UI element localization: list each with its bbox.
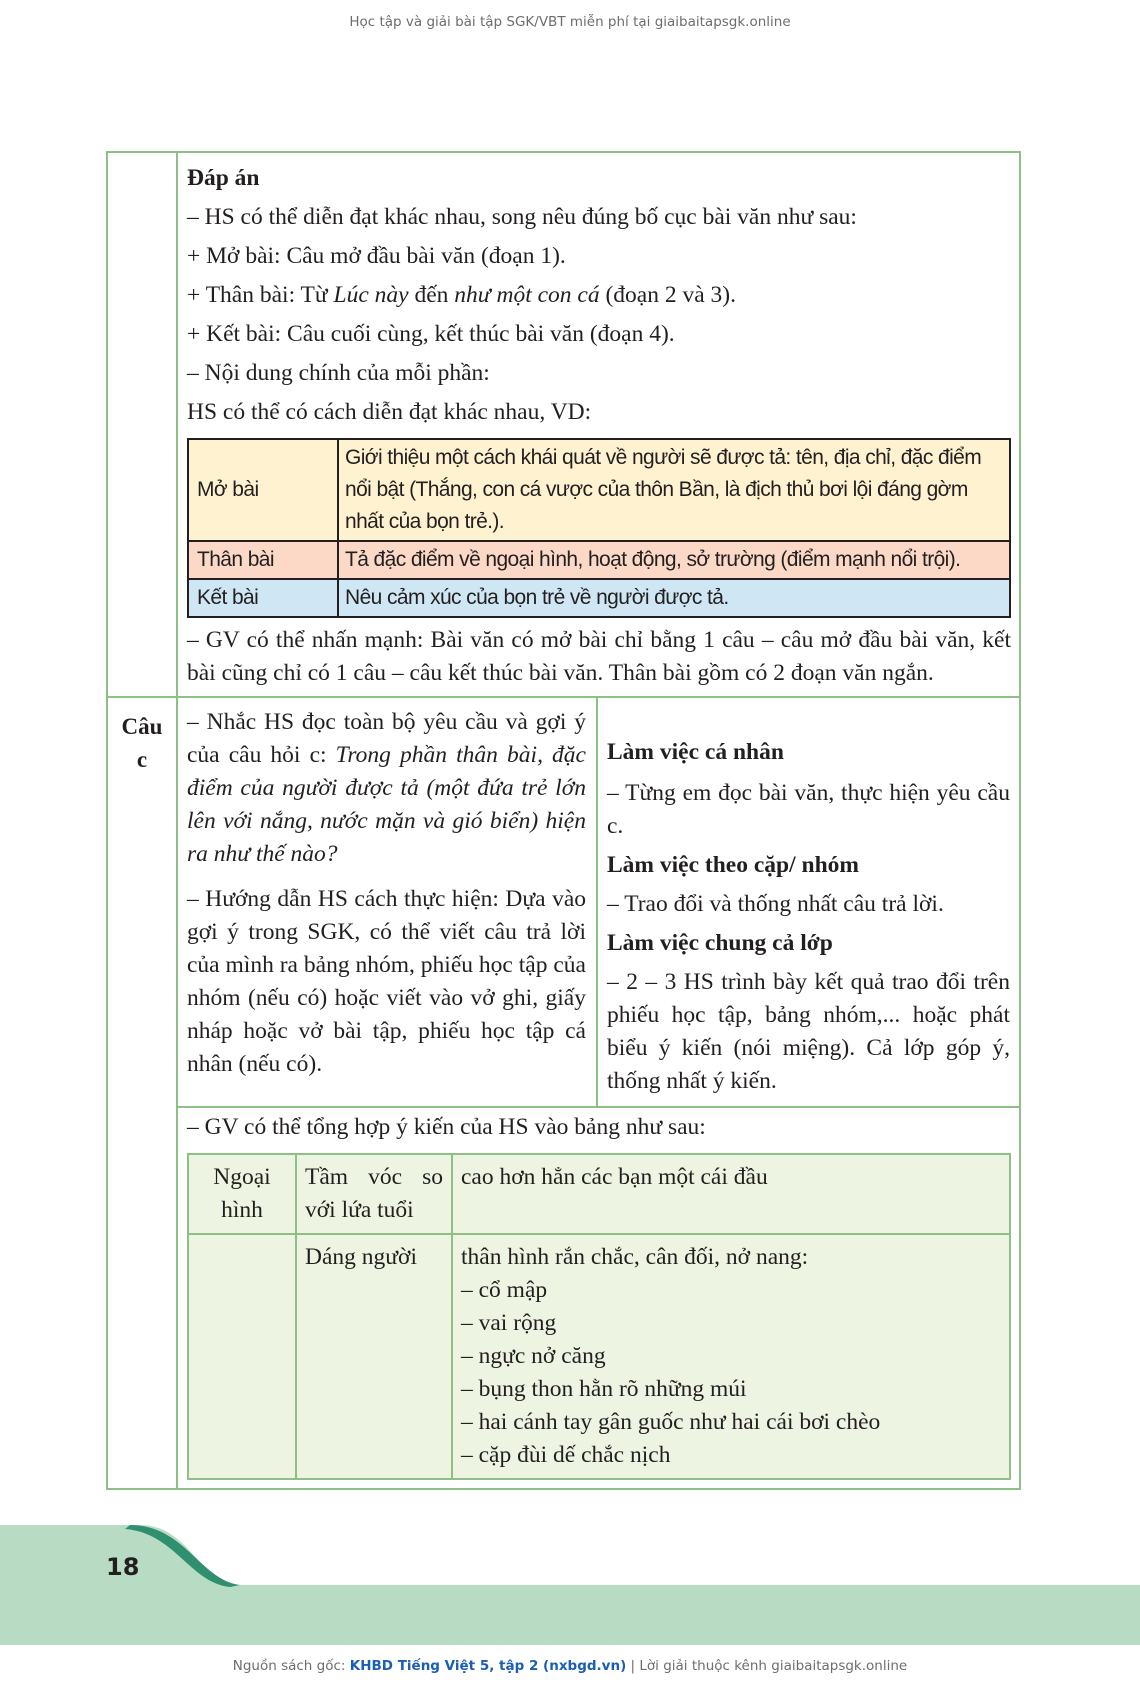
answer-row [108,153,1019,696]
emphasis-note: – GV có thể nhấn mạnh: Bài văn có mở bài chỉ bằng 1 câu – câu mở đầu bài văn, kết bài cũng chỉ có 1 câu – câu kết thúc bài văn. Thân bài gồm có 2 đoạn văn ngắn. [187,627,1011,686]
teacher-guidance: – Hướng dẫn HS cách thực hiện: Dựa vào gợi ý trong SGK, có thể viết câu trả lời của mình ra bảng nhóm, phiếu học tập của nhóm (nếu có) hoặc viết vào vở ghi, giấy nháp hoặc vở bài tập, phiếu học tập cá nhân (nếu có). [187,886,586,1077]
summary-intro: – GV có thể tổng hợp ý kiến của HS vào bảng như sau: [187,1114,706,1140]
question-c-label: Câu c [108,698,178,1488]
detail-line: – vai rộng [461,1310,557,1336]
activity-heading-group: Làm việc theo cặp/ nhóm [607,852,859,878]
detail-line: – cặp đùi dế chắc nịch [461,1442,671,1468]
answer-label-cell [108,153,178,696]
summary-detail: cao hơn hẳn các bạn một cái đầu [461,1164,768,1190]
question-c-row [108,696,1019,1488]
summary-row [189,1155,1009,1233]
summary-category-empty [189,1235,297,1478]
summary-aspect: Dáng người [297,1235,453,1478]
answer-line: – HS có thể diễn đạt khác nhau, song nêu đúng bố cục bài văn như sau: [187,204,857,230]
structure-row-than-bai [189,540,1009,578]
answer-line: + Kết bài: Câu cuối cùng, kết thúc bài văn (đoạn 4). [187,321,675,347]
teacher-instruction: – Nhắc HS đọc toàn bộ yêu cầu và gợi ý của câu hỏi c: Trong phần thân bài, đặc điểm của người được tả (một đứa trẻ lớn lên với nắng, nước mặn và gió biển) hiện ra như thế nào? [187,709,586,867]
structure-part: Mở bài [189,440,339,540]
detail-line: – cổ mập [461,1277,548,1303]
structure-content: Giới thiệu một cách khái quát về người sẽ được tả: tên, địa chỉ, đặc điểm nổi bật (Thắng, con cá vược của thôn Bần, là địch thủ bơi lội đáng gờm nhất của bọn trẻ.). [345,446,982,533]
answer-line: – Nội dung chính của mỗi phần: [187,360,490,386]
lesson-frame [106,151,1021,1490]
footer-banner: Nguồn sách gốc: KHBD Tiếng Việt 5, tập 2 (nxbgd.vn) | Lời giải thuộc kênh giaibaitapsgk.online [232,1658,908,1674]
answer-line: HS có thể có cách diễn đạt khác nhau, VD: [187,399,592,425]
header-banner: Học tập và giải bài tập SGK/VBT miễn phí tại giaibaitapsgk.online [349,14,791,30]
structure-content: Tả đặc điểm về ngoại hình, hoạt động, sở trường (điểm mạnh nổi trội). [345,548,961,571]
structure-row-mo-bai [189,440,1009,540]
footer-source-link[interactable]: KHBD Tiếng Việt 5, tập 2 (nxbgd.vn) [349,1658,627,1674]
summary-table [187,1153,1011,1480]
activity-columns [178,698,1019,1106]
answer-heading: Đáp án [187,165,260,191]
summary-category: Ngoại hình [189,1155,297,1233]
detail-line: thân hình rắn chắc, cân đối, nở nang: [461,1244,809,1270]
footer-wave-band [0,1525,1140,1645]
summary-row [189,1233,1009,1478]
structure-row-ket-bai [189,578,1009,616]
page-number: 18 [106,1553,140,1581]
teacher-activity [178,698,598,1106]
structure-part: Kết bài [189,580,339,616]
answer-line: + Mở bài: Câu mở đầu bài văn (đoạn 1). [187,243,566,269]
question-c-content [178,698,1019,1488]
activity-heading-class: Làm việc chung cả lớp [607,930,833,956]
student-activity [598,698,1019,1106]
structure-part: Thân bài [189,542,339,578]
answer-cell [178,153,1019,696]
detail-line: – ngực nở căng [461,1343,606,1369]
activity-text: – 2 – 3 HS trình bày kết quả trao đổi trên phiếu học tập, bảng nhóm,... hoặc phát biểu ý kiến (nói miệng). Cả lớp góp ý, thống nhất ý kiến. [607,969,1010,1094]
structure-table [187,438,1011,618]
detail-line: – hai cánh tay gân guốc như hai cái bơi chèo [461,1409,881,1435]
activity-heading-individual: Làm việc cá nhân [607,739,784,765]
activity-text: – Từng em đọc bài văn, thực hiện yêu cầu c. [607,780,1010,839]
detail-line: – bụng thon hằn rõ những múi [461,1376,747,1402]
summary-aspect: Tầm vóc so với lứa tuổi [297,1155,453,1233]
structure-content: Nêu cảm xúc của bọn trẻ về người được tả. [345,586,729,609]
summary-detail-list [453,1235,1009,1478]
answer-body-line: + Thân bài: Từ Lúc này đến như một con cá (đoạn 2 và 3). [187,282,736,308]
activity-text: – Trao đổi và thống nhất câu trả lời. [607,891,944,917]
